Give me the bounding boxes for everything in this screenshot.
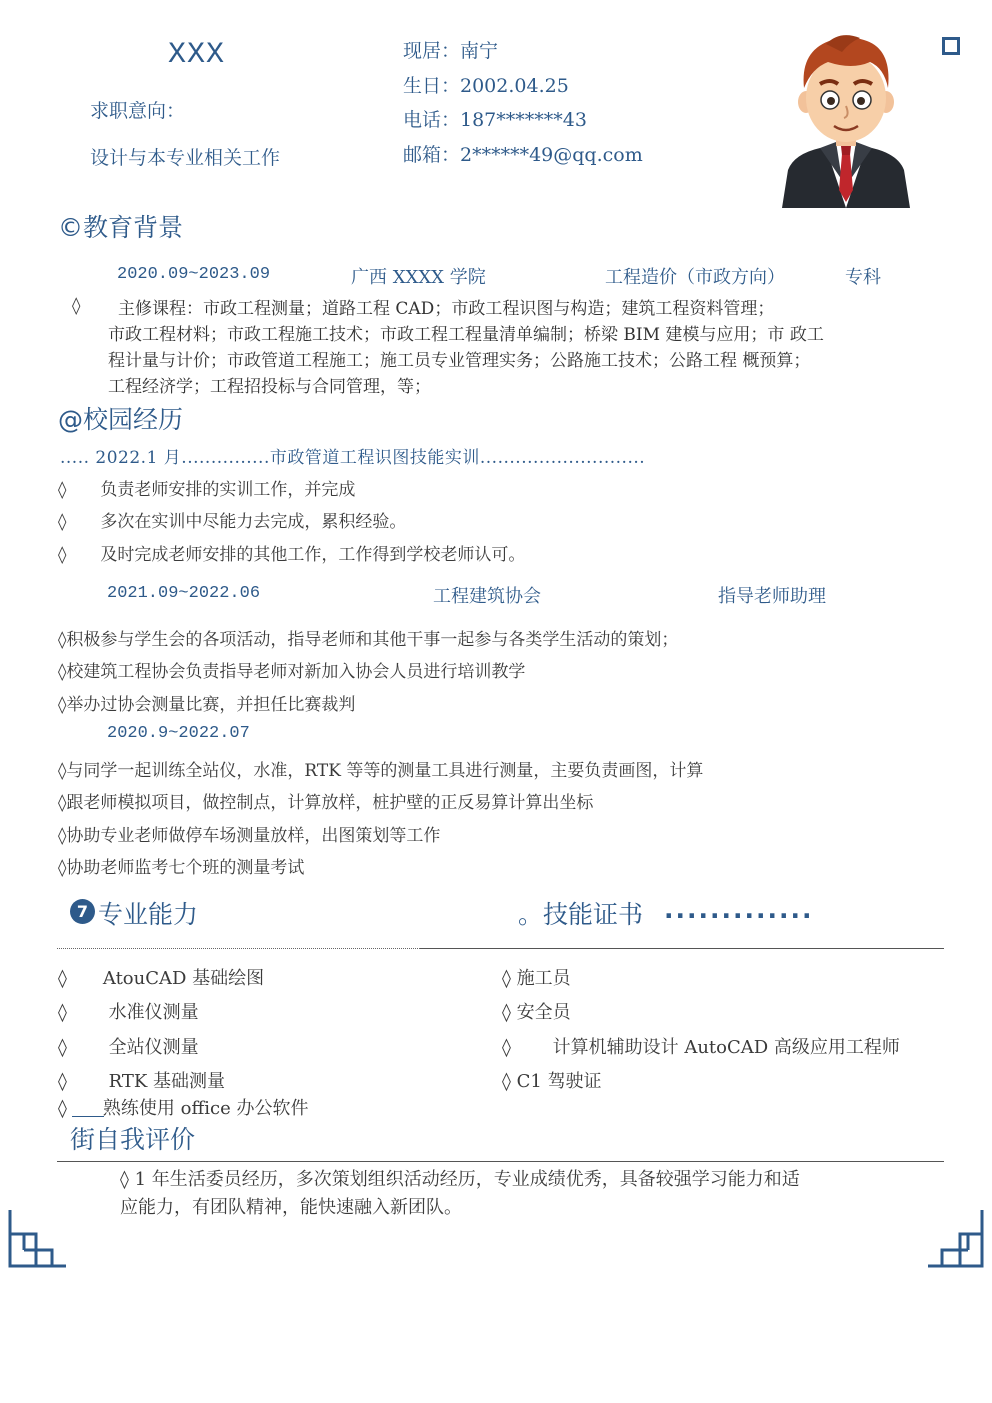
campus-section-title: @校园经历 — [58, 405, 184, 434]
skills-section-title: 专业能力 — [98, 900, 199, 929]
course-line: 工程经济学；工程招投标与合同管理，等； — [108, 377, 431, 397]
list-item: ◊ 负责老师安排的实训工作，并完成 — [58, 480, 356, 500]
email-text: 邮箱：2******49@qq.com — [403, 144, 643, 166]
corner-ornament-left — [6, 1210, 70, 1270]
list-item: ◊协助老师监考七个班的测量考试 — [58, 858, 305, 878]
residence-text: 现居：南宁 — [403, 40, 499, 62]
job-intent-value: 设计与本专业相关工作 — [90, 147, 281, 169]
list-item: ◊协助专业老师做停车场测量放样，出图策划等工作 — [58, 826, 441, 846]
list-item: ◊与同学一起训练全站仪，水准，RTK 等等的测量工具进行测量，主要负责画图，计算 — [58, 761, 704, 781]
list-item: ◊校建筑工程协会负责指导老师对新加入协会人员进行培训教学 — [58, 662, 526, 682]
course-bullet: ◊ — [72, 296, 81, 316]
candidate-name: XXX — [168, 38, 226, 72]
list-item: ◊ AtouCAD 基础绘图 — [58, 968, 265, 989]
campus-exp1-header: ..... 2022.1 月...............市政管道工程识图技能实训............................ — [60, 448, 646, 468]
course-line: 市政工程材料；市政工程施工技术；市政工程工程量清单编制；桥梁 BIM 建模与应用；市 政工 — [108, 325, 824, 345]
job-intent-label: 求职意向： — [90, 100, 186, 122]
list-item: ◊ 熟练使用 office 办公软件 — [58, 1098, 309, 1119]
education-major: 工程造价（市政方向） — [605, 267, 785, 288]
list-item: ◊ RTK 基础测量 — [58, 1071, 226, 1092]
evaluation-section-title: 街自我评价 — [70, 1125, 196, 1154]
corner-ornament-right — [926, 1210, 986, 1270]
number-seven-icon: 7 — [70, 899, 95, 924]
course-line: 程计量与计价；市政管道工程施工；施工员专业管理实务；公路施工技术；公路工程 概预算； — [108, 351, 811, 371]
divider — [57, 1161, 944, 1162]
list-item: ◊举办过协会测量比赛，并担任比赛裁判 — [58, 695, 356, 715]
underline-mark — [72, 1116, 104, 1117]
course-list — [108, 296, 948, 400]
certificates-title-dots: ............. — [664, 895, 814, 924]
list-item: ◊ 水准仪测量 — [58, 1002, 199, 1023]
list-item: ◊ 施工员 — [502, 968, 571, 989]
education-degree: 专科 — [845, 267, 881, 288]
list-item: ◊ C1 驾驶证 — [502, 1071, 602, 1092]
campus-exp3-period: 2020.9~2022.07 — [107, 724, 250, 743]
campus-exp2-org: 工程建筑协会 — [433, 586, 541, 607]
square-icon — [942, 37, 960, 55]
list-item: ◊ 计算机辅助设计 AutoCAD 高级应用工程师 — [502, 1037, 900, 1058]
campus-exp2-role: 指导老师助理 — [718, 586, 826, 607]
campus-exp2-period: 2021.09~2022.06 — [107, 584, 261, 603]
list-item: ◊ 多次在实训中尽能力去完成，累积经验。 — [58, 512, 407, 532]
list-item: ◊ 安全员 — [502, 1002, 571, 1023]
course-line: 主修课程：市政工程测量；道路工程 CAD；市政工程识图与构造；建筑工程资料管理； — [118, 299, 775, 319]
education-school: 广西 XXXX 学院 — [351, 267, 486, 288]
birthday-text: 生日：2002.04.25 — [403, 75, 569, 97]
list-item: ◊积极参与学生会的各项活动，指导老师和其他干事一起参与各类学生活动的策划； — [58, 630, 679, 650]
divider — [57, 948, 422, 949]
divider — [420, 948, 944, 949]
avatar — [780, 30, 912, 208]
list-item: ◊ 全站仪测量 — [58, 1037, 199, 1058]
list-item: ◊ 及时完成老师安排的其他工作，工作得到学校老师认可。 — [58, 545, 526, 565]
phone-text: 电话：187*******43 — [403, 109, 587, 131]
list-item: ◊跟老师模拟项目，做控制点，计算放样，桩护壁的正反易算计算出坐标 — [58, 793, 594, 813]
evaluation-line: ◊ 1 年生活委员经历，多次策划组织活动经历，专业成绩优秀，具备较强学习能力和适 — [120, 1169, 800, 1190]
evaluation-line: 应能力，有团队精神，能快速融入新团队。 — [120, 1197, 462, 1218]
education-period: 2020.09~2023.09 — [117, 265, 271, 284]
education-section-title: ©教育背景 — [58, 213, 184, 242]
certificates-section-title: 。技能证书 — [518, 900, 644, 929]
